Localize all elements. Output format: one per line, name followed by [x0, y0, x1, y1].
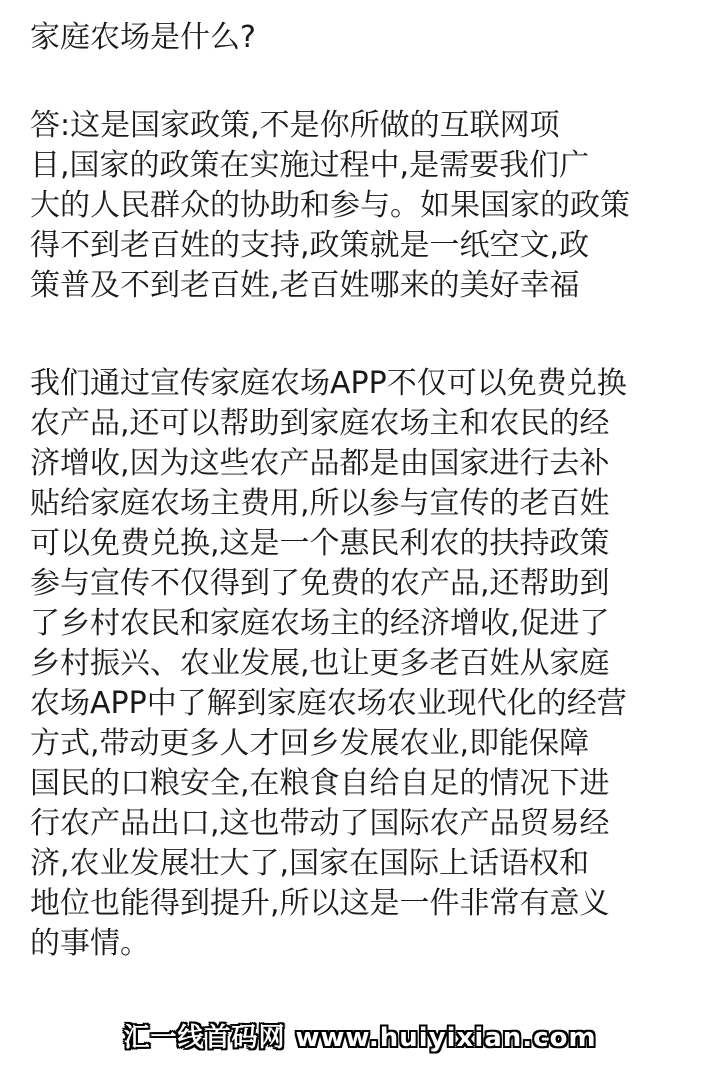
paragraph-line: 方式,带动更多人才回乡发展农业,即能保障	[30, 726, 590, 761]
paragraph-line: 大的人民群众的协助和参与。如果国家的政策	[30, 188, 630, 223]
paragraph-line: 国民的口粮安全,在粮食自给自足的情况下进	[30, 766, 610, 801]
paragraph-line: 贴给家庭农场主费用,所以参与宣传的老百姓	[30, 486, 610, 521]
paragraph-line: 的事情。	[30, 926, 150, 961]
answer-paragraph	[30, 106, 700, 306]
site-watermark: 汇一线首码网 www.huiyixian.com	[123, 1023, 597, 1053]
paragraph-line: 我们通过宣传家庭农场APP不仅可以免费兑换	[30, 366, 627, 401]
paragraph-line: 得不到老百姓的支持,政策就是一纸空文,政	[30, 228, 590, 263]
paragraph-line: 农产品,还可以帮助到家庭农场主和农民的经	[30, 406, 610, 441]
paragraph-line: 可以免费兑换,这是一个惠民利农的扶持政策	[30, 526, 610, 561]
paragraph-line: 了乡村农民和家庭农场主的经济增收,促进了	[30, 606, 610, 641]
paragraph-line: 农场APP中了解到家庭农场农业现代化的经营	[30, 686, 627, 721]
paragraph-line: 策普及不到老百姓,老百姓哪来的美好幸福	[30, 268, 580, 303]
page-title	[30, 18, 700, 58]
paragraph-line: 目,国家的政策在实施过程中,是需要我们广	[30, 148, 590, 183]
paragraph-line: 济,农业发展壮大了,国家在国际上话语权和	[30, 846, 590, 881]
paragraph-line: 乡村振兴、农业发展,也让更多老百姓从家庭	[30, 646, 610, 681]
paragraph-line: 地位也能得到提升,所以这是一件非常有意义	[30, 886, 610, 921]
explanation-paragraph	[30, 364, 700, 964]
paragraph-line: 行农产品出口,这也带动了国际农产品贸易经	[30, 806, 610, 841]
paragraph-line: 参与宣传不仅得到了免费的农产品,还帮助到	[30, 566, 610, 601]
paragraph-line: 济增收,因为这些农产品都是由国家进行去补	[30, 446, 610, 481]
paragraph-line: 答:这是国家政策,不是你所做的互联网项	[30, 108, 560, 143]
title-line: 家庭农场是什么?	[30, 20, 256, 55]
